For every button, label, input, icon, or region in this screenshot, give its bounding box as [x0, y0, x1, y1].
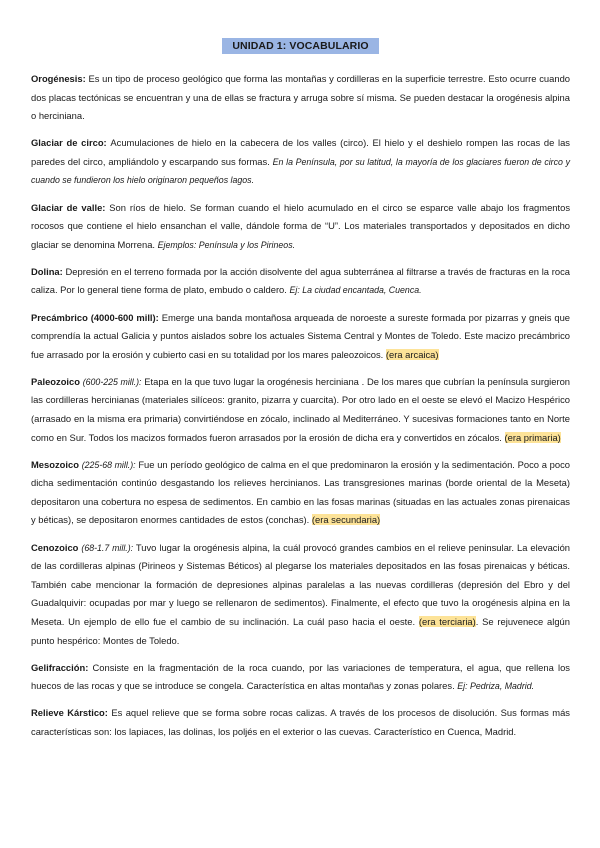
glossary-entry	[31, 263, 570, 300]
entry-date-range: (225-68 mill.):	[81, 459, 136, 470]
entry-term: Precámbrico (4000-600 mill)	[31, 311, 156, 323]
entry-term: Cenozoico	[31, 541, 79, 553]
entry-definition: Consiste en la fragmentación de la roca cuando, por las variaciones de temperatura, el agua, que rellena los huecos de las rocas y que se introduce se congela. Característica en altas montañas y zonas polares.	[31, 661, 570, 692]
glossary-entry	[31, 704, 570, 741]
glossary-entry	[31, 659, 570, 696]
entry-era-highlight: (era secundaria)	[311, 514, 381, 526]
entry-era-highlight: (era primaria)	[504, 431, 561, 443]
entry-era-highlight: (era terciaria)	[418, 615, 476, 627]
glossary-entry	[31, 456, 570, 530]
entry-era-highlight: (era arcaica)	[385, 348, 439, 360]
entry-definition: Acumulaciones de hielo en la cabecera de los valles (circo). El hielo y el deshielo rompen las rocas de las paredes del circo, ampliándolo y escarpando sus formas.	[31, 137, 570, 167]
glossary-entry	[31, 373, 570, 447]
entry-separator: :	[85, 661, 93, 673]
entry-date-range: (68-1.7 mill.):	[81, 542, 134, 553]
title-wrap	[31, 36, 570, 54]
entry-date-range: (600-225 mill.):	[82, 376, 142, 387]
glossary-entry	[31, 539, 570, 651]
entry-term: Mesozoico	[31, 458, 79, 470]
glossary-entry	[31, 199, 570, 255]
entry-term: Relieve Kárstico	[31, 707, 105, 719]
entry-separator: :	[102, 201, 110, 213]
entry-example: En la Península, por su latitud, la mayoría de los glaciares fueron de circo y cuando se fundieron los hielo originaron pequeños lagos.	[31, 156, 570, 186]
glossary-entry	[31, 309, 570, 365]
entry-definition-tail: . Se rejuvenece algún punto hespérico: Montes de Toledo.	[31, 615, 570, 646]
entry-term: Dolina	[31, 265, 60, 277]
glossary-entry	[31, 134, 570, 190]
entry-term: Glaciar de circo	[31, 137, 104, 149]
entry-definition: Es aquel relieve que se forma sobre rocas calizas. A través de los procesos de disolución. Sus formas más características son: los lapiaces, las dolinas, los poljés en el exterior o las cuevas. Característico en Cuenca, Madrid.	[31, 707, 570, 737]
entry-term: Glaciar de valle	[31, 201, 103, 213]
glossary-entry	[31, 70, 570, 126]
entry-definition: Emerge una banda montañosa arqueada de noroeste a sureste formada por pizarras y gneis que comprendía la actual Galicia y puntos aislados sobre los actuales Sistema Central y Montes de Toledo. Este macizo precámbrico fue arrasado por la erosión y cubierto casi en su totalidad por los mares paleozoicos.	[31, 311, 570, 360]
entry-definition: Depresión en el terreno formada por la acción disolvente del agua subterránea al filtrarse a través de fracturas en la roca caliza. Por lo general tiene forma de plato, embudo o caldero.	[31, 265, 570, 296]
entry-definition: Es un tipo de proceso geológico que forma las montañas y cordilleras en la superficie terrestre. Esto ocurre cuando dos placas tectónicas se encuentran y una de ellas se fractura y arruga sobre sí misma. Se pueden destacar la orogénesis alpina o herciniana.	[31, 73, 570, 122]
entry-term: Paleozoico	[31, 375, 80, 387]
entry-separator: :	[103, 137, 111, 149]
entry-definition: Fue un período geológico de calma en el que predominaron la erosión y la sedimentación. Poco a poco dicha sedimentación continúo desgastando los relieves hercinianos. Las transgresiones marinas (borde oriental de la Meseta) depositaron una cobertura no espesa de sedimentos. En cambio en las fosas marinas (situadas en las actuales zonas pirenaicas y béticas), se depositaron enormes cantidades de estos (conchas).	[31, 458, 571, 526]
entry-term: Orogénesis	[31, 73, 83, 84]
entry-example: Ej: Pedriza, Madrid.	[457, 681, 535, 692]
entry-separator: :	[104, 707, 112, 719]
entry-separator: :	[82, 73, 89, 84]
glossary-list	[31, 70, 570, 742]
document-title: UNIDAD 1: VOCABULARIO	[222, 38, 378, 54]
entry-definition: Etapa en la que tuvo lugar la orogénesis herciniana . De los mares que cubrían la península surgieron las cordilleras hercinianas (materiales silíceos: granito, pizarra y cuarcita). Por otro lado en el oeste se elevó el Macizo Hespérico (arrasado en la misma era primaria) convirtiéndose en zócalo, inclinado al Mediterráneo. Y sucesivas formaciones tanto en Norte como en Sur. Todos los macizos formados fueron arrasados por la erosión de dicha era y convertidos en zócalos.	[31, 375, 571, 443]
entry-definition: Son ríos de hielo. Se forman cuando el hielo acumulado en el circo se esparce valle abajo los fragmentos rocosos que contiene el hielo ensanchan el valle, dándole forma de “U”. Los materiales transportados y depositados en dicho glaciar se denomina Morrena.	[31, 201, 571, 250]
entry-term: Gelifracción	[31, 661, 86, 673]
entry-separator: :	[59, 265, 66, 277]
entry-example: Ejemplos: Península y los Pirineos.	[157, 239, 296, 250]
entry-separator: :	[155, 311, 162, 323]
entry-definition: Tuvo lugar la orogénesis alpina, la cuál provocó grandes cambios en el relieve peninsular. La elevación de las cordilleras alpinas (Pirineos y Sistemas Béticos) al plegarse los materiales depositados en las fosas pirenaicas y béticas. También cabe mencionar la formación de depresiones alpinas paralelas a las nuevas cordilleras (depresión del Ebro y del Guadalquivir: ocupadas por mar y luego se rellenaron de sedimentos). Finalmente, el efecto que tuvo la orogénesis alpina en la Meseta. Un ejemplo de ello fue el cambio de su inclinación. La cuál paso hacia el oeste.	[31, 541, 571, 627]
entry-example: Ej: La ciudad encantada, Cuenca.	[289, 285, 422, 296]
